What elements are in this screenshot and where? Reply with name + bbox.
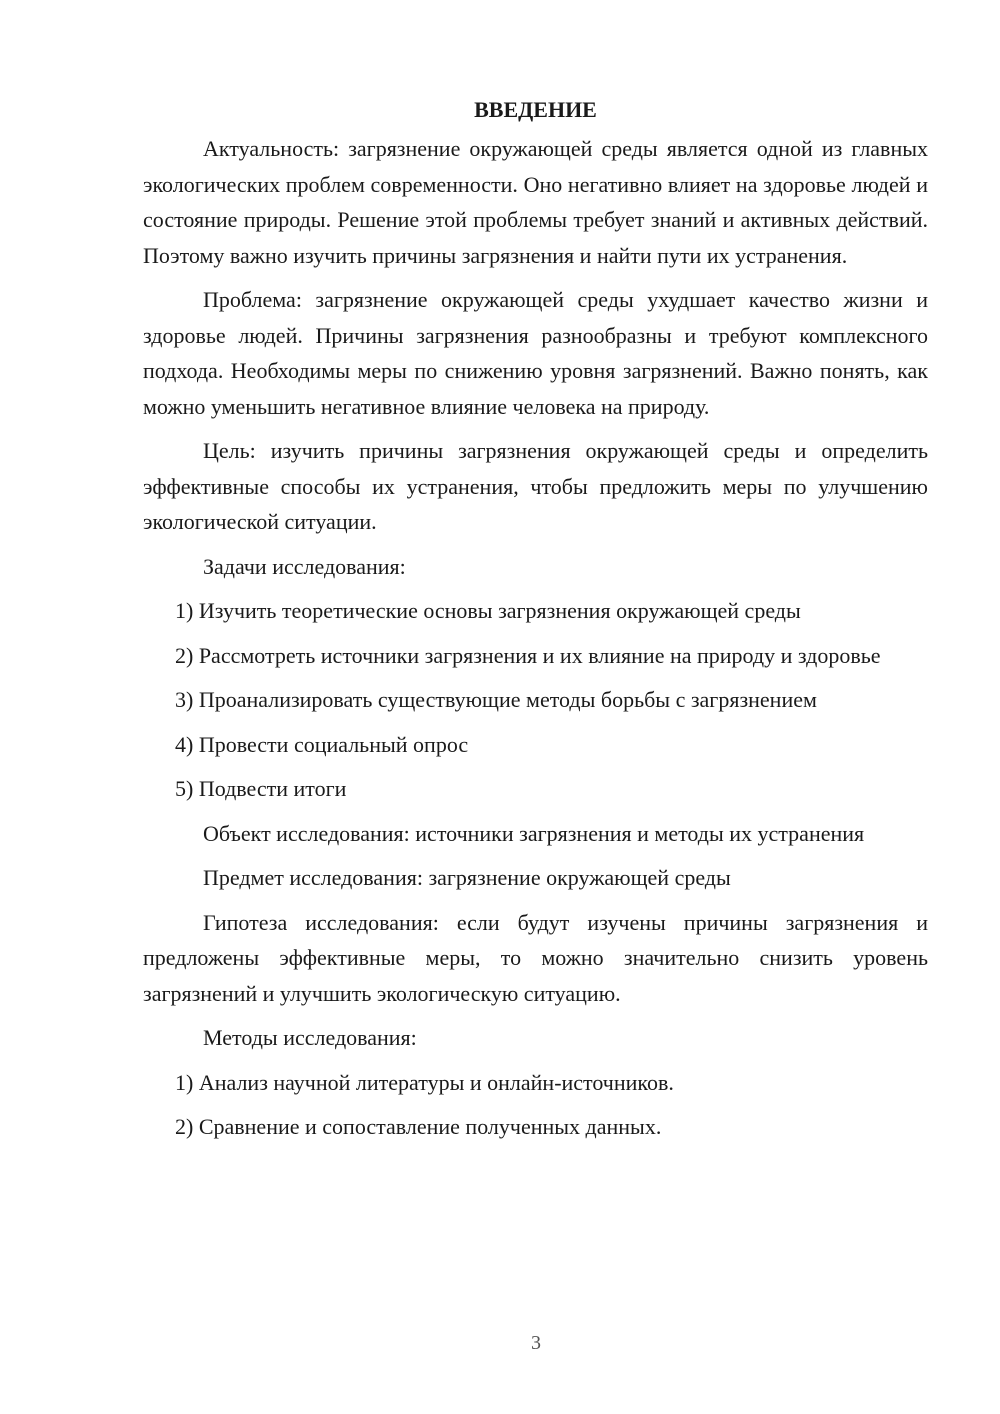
methods-title: Методы исследования: [203,1025,417,1050]
section-heading: ВВЕДЕНИЕ [474,97,597,122]
page-number: 3 [531,1332,541,1354]
paragraph-hypothesis: Гипотеза исследования: если будут изучены причины загрязнения и предложены эффективные меры, то можно значительно снизить уровень загрязнений и улучшить экологическую ситуацию. [143,909,928,1006]
paragraph-relevance: Актуальность: загрязнение окружающей среды является одной из главных экологических проблем современности. Оно негативно влияет на здоровье людей и состояние природы. Решение этой проблемы требует знаний и активных действий. Поэтому важно изучить причины загрязнения и найти пути их устранения. [143,136,928,268]
task-item-4: 4) Провести социальный опрос [175,731,469,757]
paragraph-subject: Предмет исследования: загрязнение окружающей среды [203,865,731,890]
paragraph-goal: Цель: изучить причины загрязнения окружающей среды и определить эффективные способы их устранения, чтобы предложить меры по улучшению экологической ситуации. [143,438,928,534]
method-item-2: 2) Сравнение и сопоставление полученных данных. [175,1114,662,1139]
paragraph-object: Объект исследования: источники загрязнения и методы их устранения [203,820,865,846]
task-item-3: 3) Проанализировать существующие методы борьбы с загрязнением [175,687,817,712]
task-item-2: 2) Рассмотреть источники загрязнения и их влияние на природу и здоровье [175,642,881,668]
task-item-5: 5) Подвести итоги [175,776,347,801]
method-item-1: 1) Анализ научной литературы и онлайн-источников. [175,1069,674,1095]
tasks-title: Задачи исследования: [203,553,406,579]
paragraph-problem: Проблема: загрязнение окружающей среды ухудшает качество жизни и здоровье людей. Причины загрязнения разнообразны и требуют комплексного подхода. Необходимы меры по снижению уровня загрязнений. Важно понять, как можно уменьшить негативное влияние человека на природу. [143,287,928,419]
task-item-1: 1) Изучить теоретические основы загрязнения окружающей среды [175,598,801,623]
document-page [143,92,928,1154]
